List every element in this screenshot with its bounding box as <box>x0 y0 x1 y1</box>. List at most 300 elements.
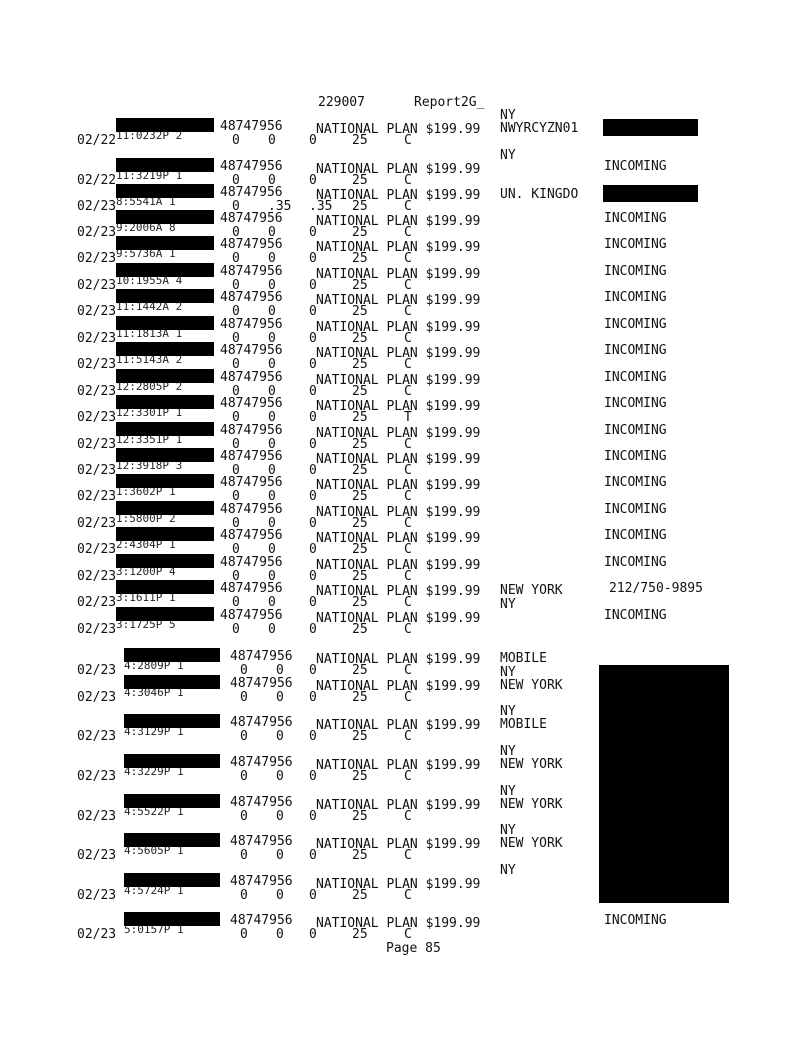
sub-value-1: 0 <box>240 809 248 824</box>
call-date: 02/23 <box>77 663 117 678</box>
location-state: NY <box>500 665 516 680</box>
call-code: C <box>404 542 412 557</box>
call-time: 12:3301P 1 <box>116 409 183 416</box>
call-time: 12:3351P 1 <box>116 436 183 443</box>
sub-value-1: 0 <box>232 437 240 452</box>
sub-value-2: 0 <box>268 133 276 148</box>
charge-value: 0 <box>309 331 317 346</box>
account-number: 48747956 <box>220 555 283 570</box>
call-code: C <box>404 304 412 319</box>
account-number: 48747956 <box>220 528 283 543</box>
redaction-bar <box>116 369 214 383</box>
account-number: 48747956 <box>220 211 283 226</box>
call-date: 02/23 <box>77 199 117 214</box>
location-city: NEW YORK <box>500 836 563 851</box>
location-state: NY <box>500 704 516 719</box>
charge-value: 0 <box>309 251 317 266</box>
call-date: 02/23 <box>77 437 117 452</box>
call-type: INCOMING <box>604 211 667 226</box>
sub-value-2: 0 <box>276 888 284 903</box>
rate-value: 25 <box>352 357 368 372</box>
redaction-bar <box>124 675 220 689</box>
call-code: C <box>404 225 412 240</box>
call-date: 02/23 <box>77 304 117 319</box>
charge-value: 0 <box>309 516 317 531</box>
redaction-block-3 <box>599 665 729 903</box>
plan-name: NATIONAL PLAN $199.99 <box>316 478 481 493</box>
sub-value-2: 0 <box>268 463 276 478</box>
sub-value-1: 0 <box>240 769 248 784</box>
plan-name: NATIONAL PLAN $199.99 <box>316 531 481 546</box>
call-time: 1:5800P 2 <box>116 515 176 522</box>
call-code: C <box>404 251 412 266</box>
rate-value: 25 <box>352 489 368 504</box>
plan-name: NATIONAL PLAN $199.99 <box>316 558 481 573</box>
rate-value: 25 <box>352 622 368 637</box>
call-code: C <box>404 357 412 372</box>
sub-value-2: 0 <box>268 331 276 346</box>
location-city: NEW YORK <box>500 678 563 693</box>
rate-value: 25 <box>352 690 368 705</box>
call-type: INCOMING <box>604 396 667 411</box>
call-type: INCOMING <box>604 264 667 279</box>
redaction-bar <box>116 236 214 250</box>
redaction-bar <box>116 580 214 594</box>
sub-value-2: 0 <box>276 809 284 824</box>
call-type: INCOMING <box>604 237 667 252</box>
account-number: 48747956 <box>220 475 283 490</box>
sub-value-2: 0 <box>268 251 276 266</box>
redaction-bar <box>124 648 220 662</box>
location-state: NY <box>500 148 516 163</box>
call-time: 11:1813A 1 <box>116 330 183 337</box>
sub-value-2: 0 <box>268 622 276 637</box>
redaction-bar <box>116 474 214 488</box>
redaction-bar <box>124 912 220 926</box>
account-number: 48747956 <box>220 264 283 279</box>
sub-value-1: 0 <box>232 410 240 425</box>
redaction-bar <box>124 754 220 768</box>
call-time: 3:1611P 1 <box>116 594 176 601</box>
rate-value: 25 <box>352 663 368 678</box>
redaction-bar <box>116 289 214 303</box>
plan-name: NATIONAL PLAN $199.99 <box>316 837 481 852</box>
call-date: 02/23 <box>77 888 117 903</box>
charge-value: 0 <box>309 173 317 188</box>
call-type: INCOMING <box>604 423 667 438</box>
call-date: 02/23 <box>77 848 117 863</box>
call-type: INCOMING <box>604 449 667 464</box>
call-code: C <box>404 690 412 705</box>
account-number: 48747956 <box>220 237 283 252</box>
plan-name: NATIONAL PLAN $199.99 <box>316 214 481 229</box>
location-city: NEW YORK <box>500 797 563 812</box>
call-time: 4:5724P 1 <box>124 887 184 894</box>
call-date: 02/23 <box>77 384 117 399</box>
call-code: C <box>404 769 412 784</box>
location-state: NY <box>500 863 516 878</box>
charge-value: 0 <box>309 437 317 452</box>
account-number: 48747956 <box>220 290 283 305</box>
sub-value-2: 0 <box>268 357 276 372</box>
plan-name: NATIONAL PLAN $199.99 <box>316 718 481 733</box>
sub-value-2: 0 <box>268 304 276 319</box>
charge-value: 0 <box>309 690 317 705</box>
plan-name: NATIONAL PLAN $199.99 <box>316 505 481 520</box>
location-state: NY <box>500 784 516 799</box>
charge-value: 0 <box>309 410 317 425</box>
call-type: INCOMING <box>604 555 667 570</box>
call-code: C <box>404 663 412 678</box>
sub-value-1: 0 <box>232 384 240 399</box>
sub-value-1: 0 <box>240 888 248 903</box>
call-date: 02/23 <box>77 410 117 425</box>
rate-value: 25 <box>352 769 368 784</box>
plan-name: NATIONAL PLAN $199.99 <box>316 584 481 599</box>
redaction-bar <box>116 316 214 330</box>
account-number: 48747956 <box>230 715 293 730</box>
charge-value: 0 <box>309 357 317 372</box>
account-number: 48747956 <box>220 581 283 596</box>
plan-name: NATIONAL PLAN $199.99 <box>316 652 481 667</box>
page-number: Page 85 <box>386 941 441 956</box>
account-number: 48747956 <box>220 119 283 134</box>
sub-value-1: 0 <box>232 199 240 214</box>
sub-value-1: 0 <box>232 133 240 148</box>
call-code: C <box>404 173 412 188</box>
sub-value-2: 0 <box>268 225 276 240</box>
location-city: MOBILE <box>500 651 547 666</box>
call-code: C <box>404 516 412 531</box>
location-state: NY <box>500 823 516 838</box>
account-number: 48747956 <box>220 502 283 517</box>
call-time: 4:5605P 1 <box>124 847 184 854</box>
call-date: 02/23 <box>77 809 117 824</box>
call-time: 9:5736A 1 <box>116 250 176 257</box>
call-type: INCOMING <box>604 159 667 174</box>
call-type: INCOMING <box>604 608 667 623</box>
rate-value: 25 <box>352 133 368 148</box>
rate-value: 25 <box>352 251 368 266</box>
plan-name: NATIONAL PLAN $199.99 <box>316 188 481 203</box>
call-date: 02/23 <box>77 595 117 610</box>
call-date: 02/23 <box>77 489 117 504</box>
rate-value: 25 <box>352 809 368 824</box>
sub-value-1: 0 <box>240 690 248 705</box>
call-code: C <box>404 729 412 744</box>
account-number: 48747956 <box>220 370 283 385</box>
sub-value-2: 0 <box>268 173 276 188</box>
charge-value: 0 <box>309 663 317 678</box>
call-date: 02/23 <box>77 569 117 584</box>
call-code: T <box>404 410 412 425</box>
plan-name: NATIONAL PLAN $199.99 <box>316 293 481 308</box>
call-code: C <box>404 437 412 452</box>
call-time: 4:3129P 1 <box>124 728 184 735</box>
rate-value: 25 <box>352 848 368 863</box>
rate-value: 25 <box>352 384 368 399</box>
sub-value-2: 0 <box>276 663 284 678</box>
call-date: 02/23 <box>77 729 117 744</box>
call-type: INCOMING <box>604 475 667 490</box>
sub-value-2: 0 <box>268 542 276 557</box>
call-date: 02/23 <box>77 542 117 557</box>
sub-value-1: 0 <box>232 463 240 478</box>
charge-value: 0 <box>309 225 317 240</box>
account-number: 48747956 <box>220 608 283 623</box>
call-code: C <box>404 622 412 637</box>
plan-name: NATIONAL PLAN $199.99 <box>316 399 481 414</box>
sub-value-1: 0 <box>232 331 240 346</box>
sub-value-1: 0 <box>232 569 240 584</box>
sub-value-1: 0 <box>232 357 240 372</box>
sub-value-2: 0 <box>268 384 276 399</box>
report-name: Report2G_ <box>414 95 485 110</box>
account-number: 48747956 <box>230 755 293 770</box>
redaction-bar <box>116 554 214 568</box>
rate-value: 25 <box>352 595 368 610</box>
sub-value-1: 0 <box>240 663 248 678</box>
rate-value: 25 <box>352 729 368 744</box>
charge-value: 0 <box>309 595 317 610</box>
plan-name: NATIONAL PLAN $199.99 <box>316 758 481 773</box>
sub-value-2: 0 <box>268 410 276 425</box>
call-time: 4:5522P 1 <box>124 808 184 815</box>
sub-value-2: .35 <box>268 199 292 214</box>
sub-value-2: 0 <box>276 729 284 744</box>
sub-value-2: 0 <box>276 848 284 863</box>
sub-value-1: 0 <box>232 278 240 293</box>
sub-value-1: 0 <box>232 489 240 504</box>
call-time: 4:2809P 1 <box>124 662 184 669</box>
charge-value: 0 <box>309 304 317 319</box>
charge-value: 0 <box>309 622 317 637</box>
sub-value-1: 0 <box>240 848 248 863</box>
redaction-bar <box>116 501 214 515</box>
redaction-bar <box>116 342 214 356</box>
redaction-bar <box>116 395 214 409</box>
rate-value: 25 <box>352 199 368 214</box>
call-date: 02/23 <box>77 331 117 346</box>
plan-name: NATIONAL PLAN $199.99 <box>316 798 481 813</box>
account-number: 48747956 <box>220 449 283 464</box>
charge-value: 0 <box>309 542 317 557</box>
rate-value: 25 <box>352 542 368 557</box>
call-time: 11:1442A 2 <box>116 303 183 310</box>
rate-value: 25 <box>352 331 368 346</box>
call-code: C <box>404 331 412 346</box>
location-state: NY <box>500 108 516 123</box>
plan-name: NATIONAL PLAN $199.99 <box>316 679 481 694</box>
location-state: NY <box>500 744 516 759</box>
redaction-bar <box>116 118 214 132</box>
charge-value: 0 <box>309 809 317 824</box>
plan-name: NATIONAL PLAN $199.99 <box>316 916 481 931</box>
charge-value: 0 <box>309 133 317 148</box>
charge-value: 0 <box>309 888 317 903</box>
charge-value: 0 <box>309 278 317 293</box>
sub-value-1: 0 <box>232 595 240 610</box>
call-date: 02/23 <box>77 769 117 784</box>
call-time: 3:1725P 5 <box>116 621 176 628</box>
sub-value-2: 0 <box>268 569 276 584</box>
call-type: INCOMING <box>604 290 667 305</box>
call-type: 212/750-9895 <box>609 581 703 596</box>
plan-name: NATIONAL PLAN $199.99 <box>316 320 481 335</box>
redaction-bar <box>116 448 214 462</box>
plan-name: NATIONAL PLAN $199.99 <box>316 267 481 282</box>
location-city: NWYRCYZN01 <box>500 121 579 136</box>
plan-name: NATIONAL PLAN $199.99 <box>316 240 481 255</box>
sub-value-1: 0 <box>232 225 240 240</box>
call-date: 02/22 <box>77 133 117 148</box>
account-number: 48747956 <box>230 913 293 928</box>
call-date: 02/23 <box>77 225 117 240</box>
call-type: INCOMING <box>604 370 667 385</box>
call-code: C <box>404 133 412 148</box>
redaction-bar <box>116 607 214 621</box>
rate-value: 25 <box>352 437 368 452</box>
rate-value: 25 <box>352 278 368 293</box>
sub-value-2: 0 <box>276 769 284 784</box>
call-time: 4:3229P 1 <box>124 768 184 775</box>
call-time: 11:5143A 2 <box>116 356 183 363</box>
call-date: 02/23 <box>77 690 117 705</box>
charge-value: 0 <box>309 927 317 942</box>
sub-value-2: 0 <box>268 595 276 610</box>
call-code: C <box>404 927 412 942</box>
sub-value-2: 0 <box>268 437 276 452</box>
rate-value: 25 <box>352 927 368 942</box>
account-number: 48747956 <box>220 396 283 411</box>
call-date: 02/23 <box>77 251 117 266</box>
redaction-bar <box>116 263 214 277</box>
sub-value-1: 0 <box>232 516 240 531</box>
redaction-block-1 <box>603 119 698 136</box>
redaction-bar <box>116 527 214 541</box>
account-number: 48747956 <box>220 317 283 332</box>
account-number: 48747956 <box>230 834 293 849</box>
plan-name: NATIONAL PLAN $199.99 <box>316 611 481 626</box>
call-code: C <box>404 278 412 293</box>
plan-name: NATIONAL PLAN $199.99 <box>316 373 481 388</box>
redaction-bar <box>116 184 214 198</box>
sub-value-1: 0 <box>240 729 248 744</box>
call-code: C <box>404 888 412 903</box>
call-type: INCOMING <box>604 913 667 928</box>
redaction-bar <box>124 714 220 728</box>
call-code: C <box>404 595 412 610</box>
call-code: C <box>404 199 412 214</box>
call-time: 8:5541A 1 <box>116 198 176 205</box>
sub-value-1: 0 <box>232 542 240 557</box>
call-type: INCOMING <box>604 317 667 332</box>
rate-value: 25 <box>352 304 368 319</box>
call-time: 3:1200P 4 <box>116 568 176 575</box>
account-number: 48747956 <box>220 159 283 174</box>
redaction-bar <box>124 873 220 887</box>
charge-value: 0 <box>309 489 317 504</box>
call-time: 5:0157P 1 <box>124 926 184 933</box>
call-date: 02/23 <box>77 516 117 531</box>
rate-value: 25 <box>352 569 368 584</box>
location-city: NEW YORK <box>500 757 563 772</box>
charge-value: .35 <box>309 199 333 214</box>
call-time: 2:4304P 1 <box>116 541 176 548</box>
account-number: 48747956 <box>230 676 293 691</box>
call-code: C <box>404 489 412 504</box>
call-time: 10:1955A 4 <box>116 277 183 284</box>
sub-value-1: 0 <box>232 304 240 319</box>
call-date: 02/23 <box>77 357 117 372</box>
call-type: INCOMING <box>604 528 667 543</box>
sub-value-1: 0 <box>240 927 248 942</box>
account-number: 48747956 <box>230 874 293 889</box>
redaction-bar <box>116 158 214 172</box>
redaction-block-2 <box>603 185 698 202</box>
account-number: 48747956 <box>220 185 283 200</box>
redaction-bar <box>124 833 220 847</box>
call-time: 12:2805P 2 <box>116 383 183 390</box>
call-date: 02/23 <box>77 278 117 293</box>
call-code: C <box>404 384 412 399</box>
sub-value-2: 0 <box>276 927 284 942</box>
sub-value-2: 0 <box>268 489 276 504</box>
plan-name: NATIONAL PLAN $199.99 <box>316 877 481 892</box>
plan-name: NATIONAL PLAN $199.99 <box>316 426 481 441</box>
rate-value: 25 <box>352 410 368 425</box>
charge-value: 0 <box>309 769 317 784</box>
plan-name: NATIONAL PLAN $199.99 <box>316 122 481 137</box>
sub-value-2: 0 <box>268 278 276 293</box>
call-time: 9:2006A 8 <box>116 224 176 231</box>
call-type: INCOMING <box>604 502 667 517</box>
charge-value: 0 <box>309 463 317 478</box>
plan-name: NATIONAL PLAN $199.99 <box>316 162 481 177</box>
call-code: C <box>404 463 412 478</box>
rate-value: 25 <box>352 888 368 903</box>
charge-value: 0 <box>309 848 317 863</box>
location-city: UN. KINGDO <box>500 187 579 202</box>
call-type: INCOMING <box>604 343 667 358</box>
call-time: 1:3602P 1 <box>116 488 176 495</box>
call-code: C <box>404 569 412 584</box>
call-code: C <box>404 809 412 824</box>
charge-value: 0 <box>309 384 317 399</box>
charge-value: 0 <box>309 729 317 744</box>
call-date: 02/22 <box>77 173 117 188</box>
redaction-bar <box>124 794 220 808</box>
rate-value: 25 <box>352 463 368 478</box>
location-city: MOBILE <box>500 717 547 732</box>
call-time: 12:3918P 3 <box>116 462 183 469</box>
sub-value-2: 0 <box>276 690 284 705</box>
account-number: 48747956 <box>230 795 293 810</box>
rate-value: 25 <box>352 516 368 531</box>
call-date: 02/23 <box>77 463 117 478</box>
sub-value-1: 0 <box>232 622 240 637</box>
call-time: 11:0232P 2 <box>116 132 183 139</box>
call-date: 02/23 <box>77 622 117 637</box>
rate-value: 25 <box>352 173 368 188</box>
location-state: NY <box>500 597 516 612</box>
call-time: 11:3219P 1 <box>116 172 183 179</box>
sub-value-2: 0 <box>268 516 276 531</box>
redaction-bar <box>116 210 214 224</box>
account-number: 48747956 <box>220 423 283 438</box>
sub-value-1: 0 <box>232 173 240 188</box>
charge-value: 0 <box>309 569 317 584</box>
